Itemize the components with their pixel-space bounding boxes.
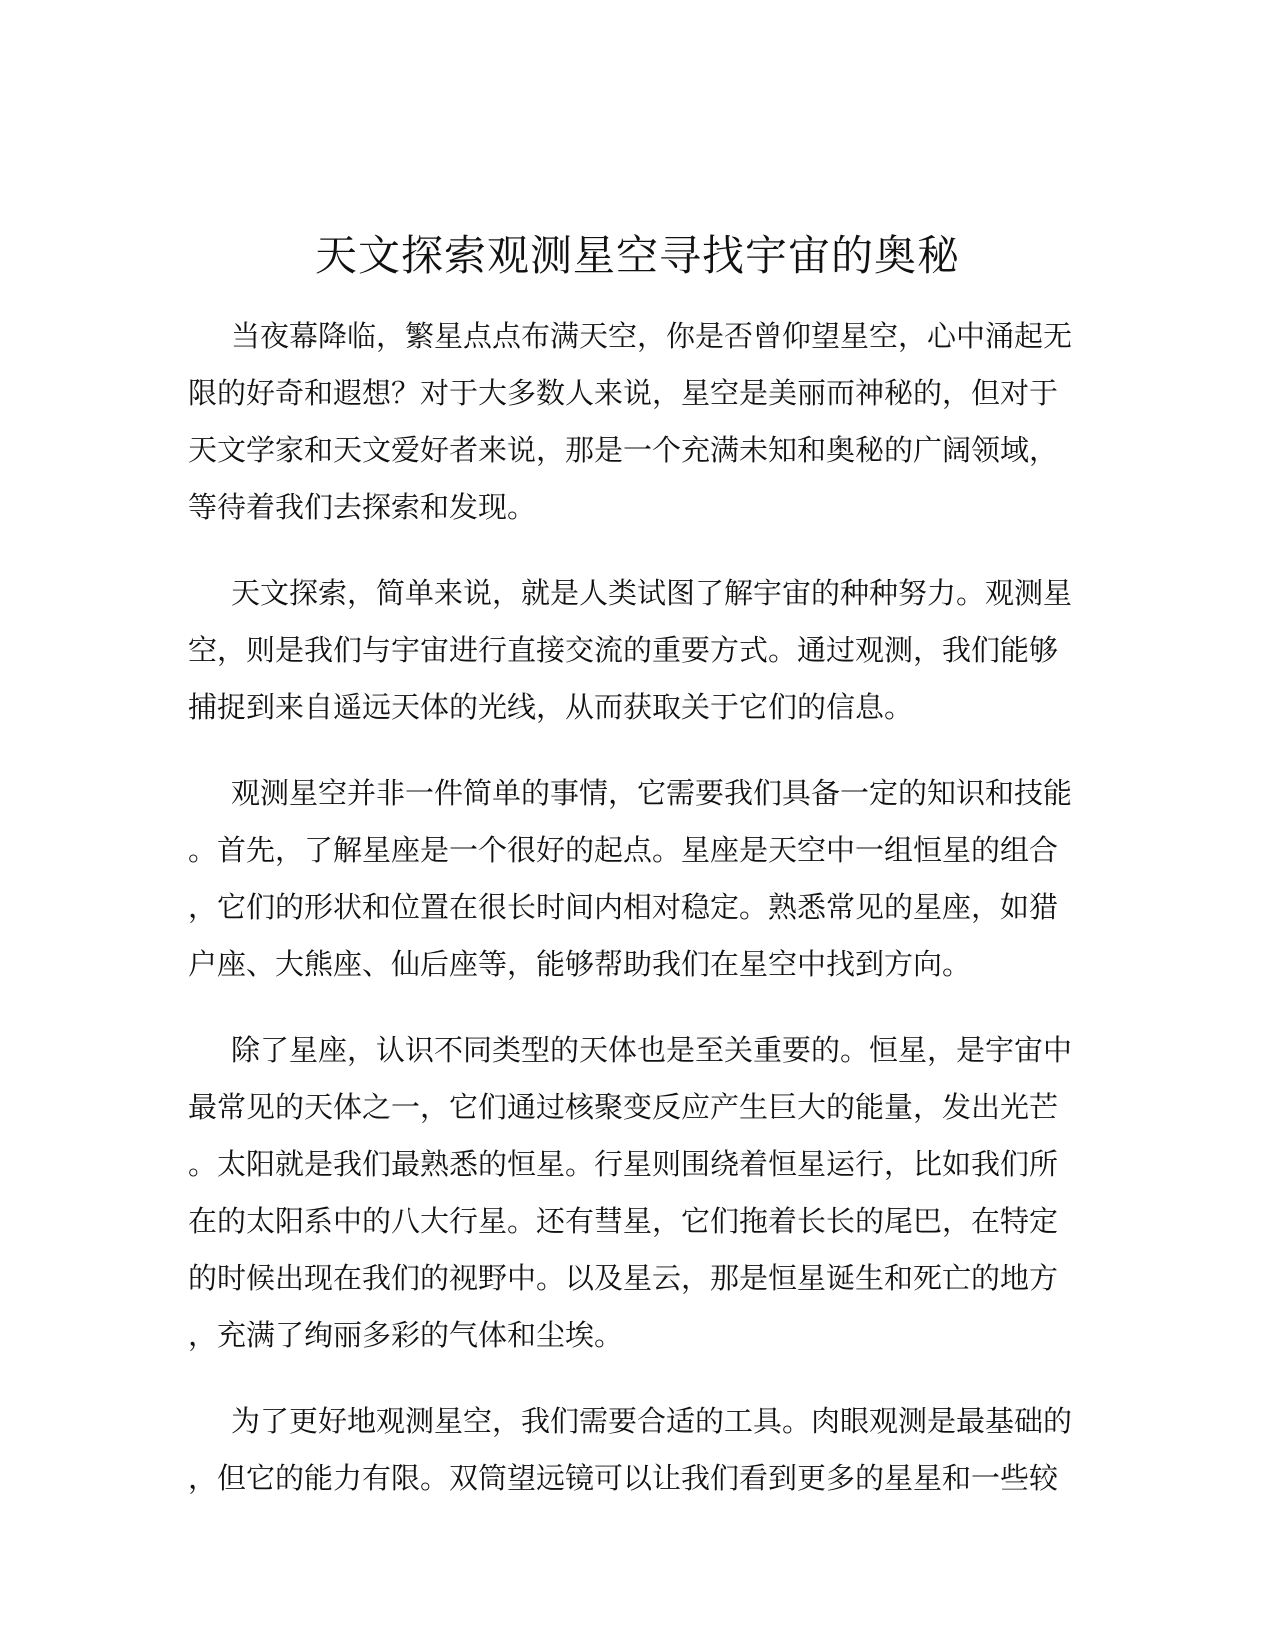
paragraph-line: 等待着我们去探索和发现。 xyxy=(188,490,537,524)
paragraph-line: 捕捉到来自遥远天体的光线，从而获取关于它们的信息。 xyxy=(188,690,914,724)
paragraph-line: 当夜幕降临，繁星点点布满天空，你是否曾仰望星空，心中涌起无 xyxy=(231,319,1073,353)
paragraph-3 xyxy=(188,765,1088,993)
paragraph-line: 。太阳就是我们最熟悉的恒星。行星则围绕着恒星运行，比如我们所 xyxy=(188,1147,1059,1181)
paragraph-line: 限的好奇和遐想？对于大多数人来说，星空是美丽而神秘的，但对于 xyxy=(188,376,1059,410)
document-body xyxy=(188,308,1088,1536)
paragraph-line: 天文探索，简单来说，就是人类试图了解宇宙的种种努力。观测星 xyxy=(231,576,1073,610)
paragraph-line: 在的太阳系中的八大行星。还有彗星，它们拖着长长的尾巴，在特定 xyxy=(188,1204,1059,1238)
paragraph-2 xyxy=(188,565,1088,736)
paragraph-1 xyxy=(188,308,1088,536)
paragraph-line: 空，则是我们与宇宙进行直接交流的重要方式。通过观测，我们能够 xyxy=(188,633,1059,667)
paragraph-line: 最常见的天体之一，它们通过核聚变反应产生巨大的能量，发出光芒 xyxy=(188,1090,1059,1124)
paragraph-5 xyxy=(188,1393,1088,1507)
paragraph-line: 。首先，了解星座是一个很好的起点。星座是天空中一组恒星的组合 xyxy=(188,833,1059,867)
paragraph-line: ，它们的形状和位置在很长时间内相对稳定。熟悉常见的星座，如猎 xyxy=(188,890,1059,924)
paragraph-line: 观测星空并非一件简单的事情，它需要我们具备一定的知识和技能 xyxy=(231,776,1073,810)
paragraph-line: 为了更好地观测星空，我们需要合适的工具。肉眼观测是最基础的 xyxy=(231,1404,1073,1438)
paragraph-line: 户座、大熊座、仙后座等，能够帮助我们在星空中找到方向。 xyxy=(188,947,972,981)
paragraph-line: 除了星座，认识不同类型的天体也是至关重要的。恒星，是宇宙中 xyxy=(231,1033,1073,1067)
paragraph-line: 的时候出现在我们的视野中。以及星云，那是恒星诞生和死亡的地方 xyxy=(188,1261,1059,1295)
paragraph-4 xyxy=(188,1022,1088,1364)
document-title: 天文探索观测星空寻找宇宙的奥秘 xyxy=(314,231,960,280)
paragraph-line: 天文学家和天文爱好者来说，那是一个充满未知和奥秘的广阔领域， xyxy=(188,433,1059,467)
paragraph-line: ，但它的能力有限。双筒望远镜可以让我们看到更多的星星和一些较 xyxy=(188,1461,1059,1495)
paragraph-line: ，充满了绚丽多彩的气体和尘埃。 xyxy=(188,1318,624,1352)
